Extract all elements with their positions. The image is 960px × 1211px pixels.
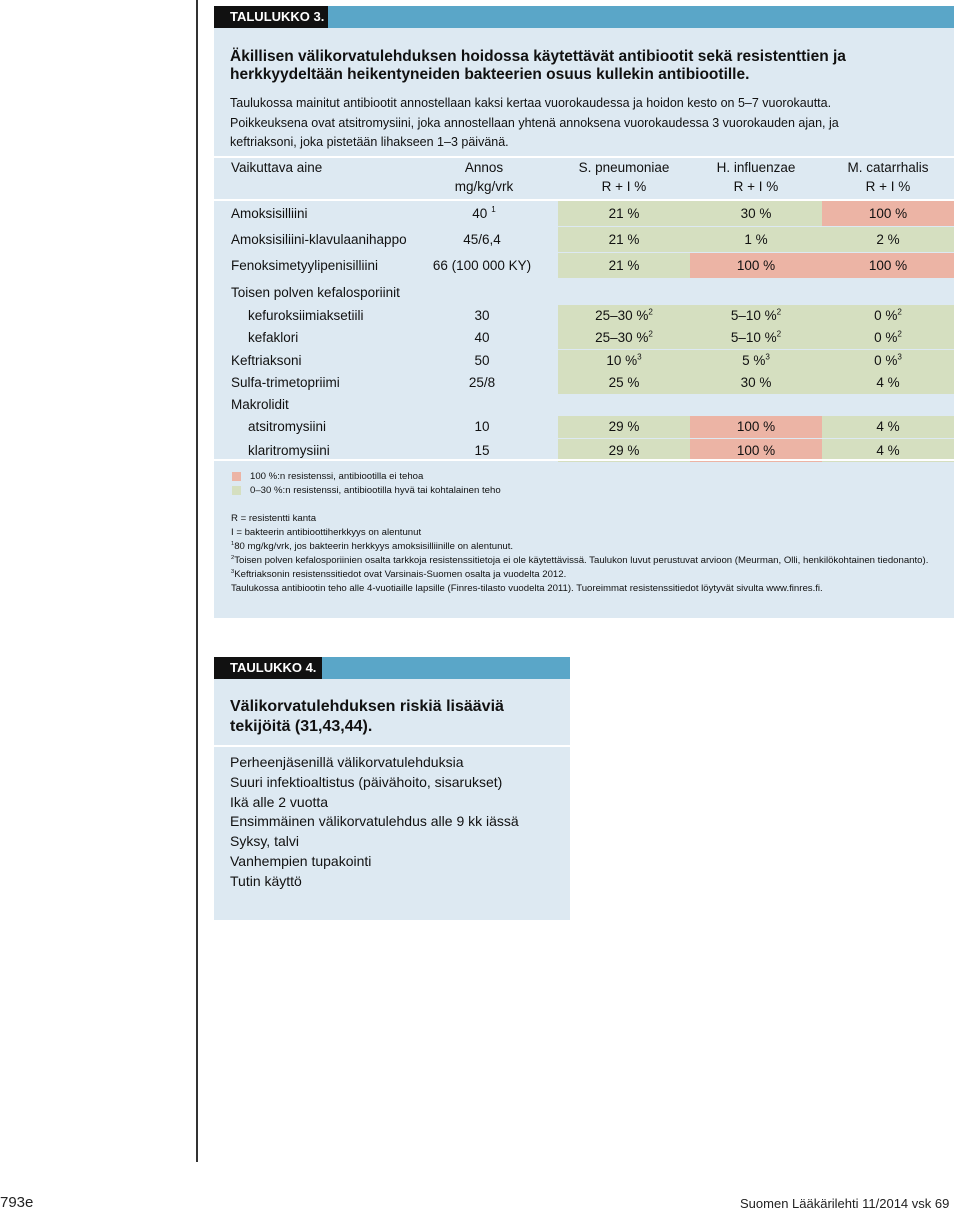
cell-value: 0 %	[874, 353, 898, 368]
cell-value: 21 %	[608, 205, 640, 221]
dose-value: 50	[474, 353, 490, 368]
cell-footnote-marker: 2	[648, 307, 653, 317]
column-header-s-pneumoniae-line2: R + I %	[601, 179, 647, 194]
cell-value: 4 %	[876, 419, 900, 434]
cell-value: 100 %	[736, 442, 776, 458]
dose-value: 66 (100 000 KY)	[432, 257, 532, 273]
table3-intro-line: Taulukossa mainitut antibiootit annostellaan kaksi kertaa vuorokaudessa ja hoidon kesto on 5–7 vuorokautta.	[230, 96, 832, 110]
page-number: 793e	[0, 1194, 34, 1211]
table-cell-mcat	[822, 442, 954, 460]
column-header-s-pneumoniae-line1: S. pneumoniae	[578, 160, 670, 175]
dose-value: 40	[474, 330, 490, 345]
table-cell-hinf	[690, 257, 822, 275]
cell-value: 5 %	[742, 353, 766, 368]
cell-value: 30 %	[740, 375, 772, 390]
column-header-h-influenzae	[690, 158, 822, 196]
table-cell-spn	[558, 257, 690, 275]
table-cell-substance: klaritromysiini	[248, 442, 330, 458]
table-cell-substance: kefaklori	[248, 330, 299, 345]
table-cell-mcat	[822, 257, 954, 275]
table-cell-mcat	[822, 231, 954, 249]
cell-value: 10 %	[606, 353, 638, 368]
table4-accent-bar	[322, 657, 570, 679]
table3-body-divider	[214, 459, 954, 461]
cell-value: 100 %	[736, 257, 776, 273]
column-header-substance: Vaikuttava aine	[231, 160, 323, 175]
table-cell-substance: Fenoksimetyylipenisilliini	[231, 257, 379, 273]
table3-accent-bar	[328, 6, 954, 28]
table-cell-spn	[558, 418, 690, 436]
list-item: Ensimmäinen välikorvatulehdus alle 9 kk iässä	[230, 813, 519, 830]
table-cell-substance: Makrolidit	[231, 397, 289, 412]
table-cell-substance: Sulfa-trimetopriimi	[231, 375, 340, 390]
table-cell-dose	[424, 352, 544, 370]
note-2	[231, 554, 928, 568]
note-2-text: Toisen polven kefalosporiinien osalta tarkkoja resistenssitietoja ei ole käytettävissä. Taulukon luvut perustuvat arvioon (Meurman, Olli, henkilökohtainen tiedonanto).	[234, 555, 929, 566]
table-cell-hinf	[690, 205, 822, 223]
cell-value: 25–30 %	[595, 308, 649, 323]
note-2-number: 2	[231, 554, 235, 561]
cell-footnote-marker: 2	[776, 307, 782, 317]
note-r: R = resistentti kanta	[231, 513, 317, 524]
column-header-h-influenzae-line1: H. influenzae	[716, 160, 796, 175]
cell-footnote-marker: 2	[776, 329, 782, 339]
page-margin-line	[196, 0, 198, 1162]
table3-intro-line: Poikkeuksena ovat atsitromysiini, joka annostellaan yhtenä annoksena vuorokaudessa 3 vuorokauden ajan, ja	[230, 115, 839, 130]
legend-swatch-green	[232, 486, 241, 495]
cell-value: 25 %	[608, 375, 640, 390]
list-item: Perheenjäsenillä välikorvatulehduksia	[230, 754, 464, 770]
note-3-number: 3	[231, 568, 235, 575]
note-1-number: 1	[231, 540, 235, 547]
cell-footnote-marker: 3	[765, 352, 770, 362]
list-item: Tutin käyttö	[230, 872, 302, 889]
table-cell-dose	[424, 442, 544, 460]
table3-panel	[214, 6, 954, 618]
dose-value: 40	[472, 205, 488, 221]
table-cell-hinf	[690, 307, 822, 325]
legend-swatch-red	[232, 472, 241, 481]
cell-footnote-marker: 2	[897, 307, 902, 317]
cell-value: 2 %	[876, 231, 900, 247]
table-cell-dose	[424, 329, 544, 347]
note-i: I = bakteerin antibioottiherkkyys on alentunut	[231, 527, 422, 538]
table-cell-hinf	[690, 231, 822, 249]
legend-text-green: 0–30 %:n resistenssi, antibiootilla hyvä tai kohtalainen teho	[250, 485, 501, 496]
table-cell-substance: Amoksisilliini	[231, 205, 308, 221]
table4-divider	[214, 745, 570, 747]
table-cell-mcat	[822, 307, 954, 325]
cell-footnote-marker: 3	[637, 352, 642, 362]
column-header-h-influenzae-line2: R + I %	[733, 179, 779, 194]
table3-header-bar	[214, 6, 954, 28]
table4-panel	[214, 657, 570, 920]
cell-value: 5–10 %	[730, 308, 777, 323]
cell-value: 0 %	[874, 308, 898, 323]
cell-footnote-marker: 2	[897, 329, 902, 339]
note-1	[231, 540, 513, 554]
column-header-dose-line2: mg/kg/vrk	[454, 179, 514, 194]
column-header-m-catarrhalis-line2: R + I %	[865, 179, 911, 194]
table-cell-dose	[424, 257, 544, 275]
note-source: Taulukossa antibiootin teho alle 4-vuotiaille lapsille (Finres-tilasto vuodelta 2011). Tuoreimmat resistenssitiedot löytyvät sivulta www.finres.fi.	[231, 583, 823, 594]
table-cell-mcat	[822, 374, 954, 392]
table-cell-mcat	[822, 418, 954, 436]
column-header-m-catarrhalis	[822, 158, 954, 196]
cell-footnote-marker: 2	[648, 329, 653, 339]
table4-label: TAULUKKO 4.	[214, 657, 322, 679]
table-cell-hinf	[690, 374, 822, 392]
table3-label: TALULUKKO 3.	[214, 6, 328, 28]
column-header-dose	[436, 158, 532, 196]
table4-list	[230, 753, 519, 892]
table-cell-spn	[558, 205, 690, 223]
cell-value: 25–30 %	[595, 330, 649, 345]
table-cell-substance: kefuroksiimiaksetiili	[248, 308, 364, 323]
list-item: Syksy, talvi	[230, 833, 299, 850]
table-cell-hinf	[690, 442, 822, 460]
cell-value: 29 %	[608, 442, 640, 458]
cell-value: 100 %	[868, 205, 908, 221]
cell-value: 29 %	[608, 419, 640, 434]
cell-value: 100 %	[868, 257, 908, 273]
table4-title-line1: Välikorvatulehduksen riskiä lisääviä	[230, 698, 504, 715]
table-cell-spn	[558, 442, 690, 460]
column-header-s-pneumoniae	[558, 158, 690, 196]
table-cell-dose	[424, 205, 544, 223]
table-cell-spn	[558, 307, 690, 325]
table-cell-mcat	[822, 352, 954, 370]
table-cell-spn	[558, 231, 690, 249]
table3-title: Äkillisen välikorvatulehduksen hoidossa käytettävät antibiootit sekä resistenttien ja herkkyydeltään heikentyneiden bakteerien osuus kullekin antibiootille.	[230, 48, 846, 83]
table4-title-line2: tekijöitä (31,43,44).	[230, 718, 373, 735]
table-cell-mcat	[822, 205, 954, 223]
table-cell-spn	[558, 374, 690, 392]
table-cell-dose	[424, 307, 544, 325]
table-cell-dose	[424, 231, 544, 249]
table-cell-dose	[424, 396, 544, 414]
note-3-text: Keftriaksonin resistenssitiedot ovat Varsinais-Suomen osalta ja vuodelta 2012.	[234, 569, 567, 580]
note-1-text: 80 mg/kg/vrk, jos bakteerin herkkyys amoksisilliinille on alentunut.	[234, 541, 514, 552]
table-cell-substance: Keftriaksoni	[231, 353, 302, 368]
cell-value: 21 %	[608, 231, 640, 247]
cell-value: 4 %	[876, 442, 900, 458]
journal-name: Suomen Lääkärilehti 11/2014 vsk 69	[740, 1196, 950, 1211]
cell-value: 5–10 %	[730, 330, 777, 345]
list-item: Suuri infektioaltistus (päivähoito, sisarukset)	[230, 773, 503, 790]
dose-value: 45/6,4	[463, 231, 501, 247]
table4-header-bar	[214, 657, 570, 679]
table-cell-hinf	[690, 418, 822, 436]
dose-value: 10	[474, 419, 490, 434]
dose-value: 15	[474, 442, 490, 458]
dose-value: 30	[474, 308, 490, 323]
table-cell-dose	[424, 418, 544, 436]
table4-title	[230, 697, 504, 737]
legend-text-red: 100 %:n resistenssi, antibiootilla ei tehoa	[250, 471, 424, 482]
table-cell-hinf	[690, 352, 822, 370]
cell-value: 30 %	[740, 205, 772, 221]
note-3	[231, 568, 566, 582]
cell-value: 1 %	[744, 231, 768, 247]
cell-value: 0 %	[874, 330, 898, 345]
list-item: Ikä alle 2 vuotta	[230, 793, 329, 810]
dose-value: 25/8	[468, 375, 496, 390]
cell-value: 21 %	[608, 257, 640, 273]
cell-footnote-marker: 3	[897, 352, 902, 362]
dose-footnote-marker: 1	[491, 205, 496, 214]
cell-value: 4 %	[876, 375, 900, 390]
table-cell-dose	[424, 374, 544, 392]
table-cell-mcat	[822, 329, 954, 347]
cell-value: 100 %	[736, 419, 776, 434]
table3-intro	[230, 94, 950, 153]
table-cell-spn	[558, 352, 690, 370]
column-header-dose-line1: Annos	[464, 160, 504, 175]
table-cell-dose	[424, 284, 544, 302]
list-item: Vanhempien tupakointi	[230, 852, 372, 869]
table-cell-substance: Amoksisiliini-klavulaanihappo	[231, 231, 407, 247]
table3-intro-line: keftriaksoni, joka pistetään lihakseen 1–3 päivänä.	[230, 135, 509, 149]
table-cell-hinf	[690, 329, 822, 347]
column-header-m-catarrhalis-line1: M. catarrhalis	[847, 160, 929, 175]
table-cell-spn	[558, 329, 690, 347]
table-cell-substance: atsitromysiini	[248, 419, 327, 434]
table-cell-substance: Toisen polven kefalosporiinit	[231, 285, 400, 300]
